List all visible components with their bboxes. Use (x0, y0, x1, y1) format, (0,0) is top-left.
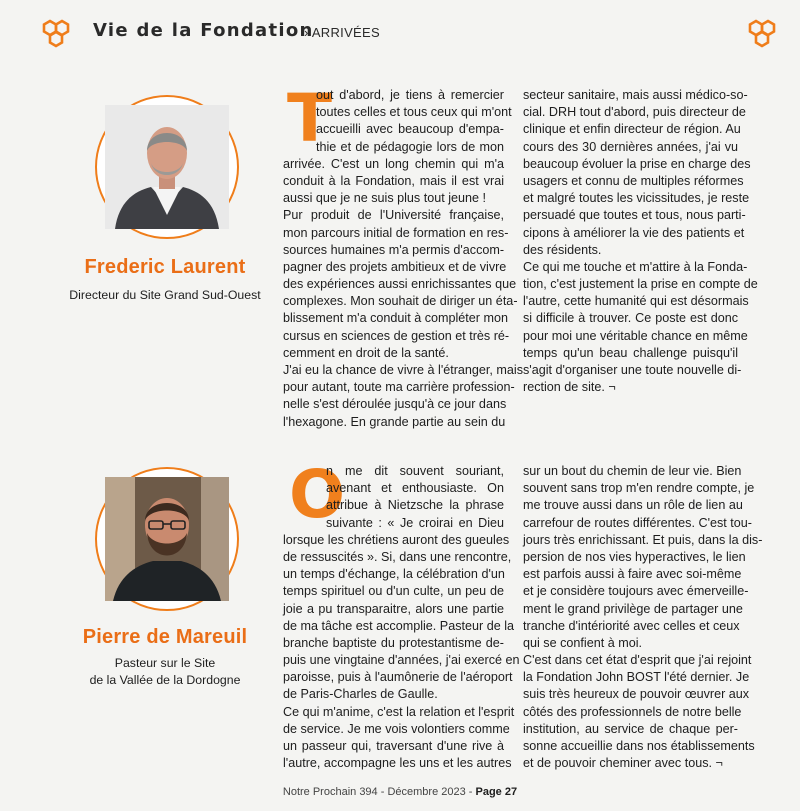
text-line: avenant et enthousiaste. On (326, 481, 504, 496)
text-line: rection de site. ¬ (523, 380, 616, 395)
section-title: Vie de la Fondation (93, 20, 314, 41)
text-line: suis très heureux de pouvoir œuvrer aux (523, 687, 750, 702)
text-line: cemment en droit de la santé. (283, 345, 449, 360)
text-line: toutes celles et tous ceux qui m'ont (316, 105, 512, 120)
person-name: Pierre de Mareuil (82, 626, 248, 648)
text-line: persuadé que toutes et tous, nous parti- (523, 208, 746, 223)
text-line: pagner des projets ambitieux et de vivre (283, 259, 507, 274)
text-line: carrefour de routes différentes. C'est tou- (523, 515, 752, 530)
text-line: blissement m'a conduit à compléter mon (283, 311, 508, 326)
portrait-illustration (105, 105, 229, 229)
text-line: sonne accueillie dans nos établissements (523, 739, 755, 753)
text-line: attribue à Nietzsche la phrase (326, 498, 504, 513)
text-line: temps spirituel ou d'un culte, un peu de (283, 584, 504, 599)
text-line: nelle s'est déroulée jusqu'à ce jour dans (283, 397, 507, 412)
person-role: Directeur du Site Grand Sud-Ouest (69, 288, 261, 302)
honeycomb-logo-icon-right (745, 18, 779, 52)
text-line: est parfois aussi à faire avec soi-même (523, 567, 742, 582)
text-line: arrivée. C'est un long chemin qui m'a (283, 156, 504, 171)
person-role-line1: Pasteur sur le Site (114, 656, 216, 670)
text-line: lorsque les chrétiens auront des gueules (283, 532, 510, 547)
article-column-2 (523, 463, 763, 772)
page-number: Page 27 (475, 786, 518, 798)
text-line: cial. DRH tout d'abord, puis directeur de (523, 105, 746, 120)
text-line: Ce qui m'anime, c'est la relation et l'esprit (283, 704, 515, 719)
text-line: me trouve aussi dans un rôle de lien au (523, 498, 743, 513)
text-line: Ce qui me touche et m'attire à la Fonda- (523, 259, 748, 274)
text-line: tranche d'intériorité avec celles et ceux (523, 618, 740, 633)
footer-text: Notre Prochain 394 - Décembre 2023 - (282, 786, 476, 798)
text-line: sur un bout du chemin de leur vie. Bien (523, 464, 742, 478)
text-line: beaucoup évoluer la prise en charge des (523, 156, 751, 171)
person-name: Frederic Laurent (84, 256, 246, 278)
text-line: branche baptiste du protestantisme de- (283, 635, 504, 650)
drop-cap: O (289, 456, 346, 533)
text-line: de service. Je me vois volontiers comme (283, 721, 510, 736)
text-line: souvent sans trop m'en rendre compte, je (523, 481, 755, 496)
text-line: des expériences aussi enrichissantes que (283, 277, 517, 292)
text-line: clinique et enfin directeur de région. Au (523, 122, 741, 137)
text-line: l'autre, accompagne les uns et les autres (283, 756, 512, 771)
text-line: pour autant, toute ma carrière profession- (283, 380, 515, 395)
text-line: joie a pu transparaitre, alors une partie (283, 601, 504, 616)
text-line: tion, c'est justement la prise en compte de (523, 277, 758, 292)
text-line: complexes. Mon souhait de diriger un éta- (283, 294, 518, 309)
section-subtitle: › ARRIVÉES (304, 25, 380, 40)
text-line: thie et de pédagogie lors de mon (316, 139, 504, 154)
text-line: et malgré toutes les vicissitudes, je reste (523, 191, 750, 206)
text-line: sources humaines m'a permis d'accom- (283, 242, 505, 257)
text-line: de ma tâche est accomplie. Pasteur de la (283, 618, 515, 633)
text-line: si difficile à trouver. Ce poste est donc (523, 311, 738, 326)
page-footer (0, 786, 800, 798)
text-line: puis une vingtaine d'années, j'ai exercé en (283, 653, 520, 668)
text-line: cours des 30 dernières années, j'ai vu (523, 139, 738, 154)
text-line: cipons à améliorer la vie des patients et (523, 225, 745, 240)
text-line: de Paris-Charles de Gaulle. (283, 687, 438, 702)
text-line: temps qu'un beau challenge puisqu'il (523, 345, 738, 360)
portrait-frederic-laurent (95, 95, 239, 239)
text-line: institution, au service de chaque per- (523, 721, 738, 736)
text-line: cursus en sciences de gestion et très ré- (283, 328, 510, 343)
text-line: la Fondation John BOST l'été dernier. Je (523, 670, 750, 685)
text-line: qui se confient à moi. (523, 635, 643, 650)
text-line: et de pouvoir cheminer avec tous. ¬ (523, 756, 723, 771)
text-line: s'agit d'organiser une toute nouvelle di- (523, 363, 742, 377)
portrait-pierre-de-mareuil (95, 467, 239, 611)
portrait-illustration (105, 477, 229, 601)
text-line: côtés des professionnels de notre belle (523, 704, 742, 719)
text-line: J'ai eu la chance de vivre à l'étranger, mais (283, 363, 524, 377)
text-line: des résidents. (523, 242, 602, 257)
text-line: suivante : « Je croirai en Dieu (326, 515, 504, 530)
text-line: ment le grand privilège de partager une (523, 601, 743, 616)
text-line: jours très enrichissant. Et puis, dans la dis- (523, 532, 763, 547)
article-column-1 (283, 456, 520, 772)
drop-cap: T (287, 80, 333, 157)
text-line: aussi que je ne suis plus tout jeune ! (283, 191, 487, 206)
text-line: un passeur qui, traversant d'une rive à (283, 739, 504, 753)
text-line: n me dit souvent souriant, (326, 464, 504, 478)
text-line: de ressuscités ». Si, dans une rencontre, (283, 549, 512, 564)
text-line: Pur produit de l'Université française, (283, 208, 504, 223)
text-line: un temps d'échange, la célébration d'un (283, 567, 505, 582)
article-column-2 (523, 87, 758, 396)
text-line: C'est dans cet état d'esprit que j'ai rejoint (523, 653, 752, 668)
text-line: mon parcours initial de formation en res- (283, 225, 509, 240)
text-line: paroisse, puis à l'aumônerie de l'aéroport (283, 670, 513, 685)
honeycomb-logo-icon (39, 18, 73, 52)
text-line: accueilli avec beaucoup d'empa- (316, 122, 504, 137)
text-line: persion de nos vies hyperactives, le lien (523, 549, 746, 564)
text-line: out d'abord, je tiens à remercier (316, 88, 504, 102)
text-line: secteur sanitaire, mais aussi médico-so- (523, 88, 748, 102)
text-line: et je considère toujours avec émerveille- (523, 584, 749, 599)
article-column-1 (283, 80, 524, 431)
text-line: l'hexagone. En grande partie au sein du (283, 414, 506, 429)
text-line: conduit à la Fondation, mais il est vrai (283, 173, 504, 188)
text-line: pour moi une véritable chance en même (523, 328, 748, 343)
text-line: l'autre, cette humanité qui est désormais (523, 294, 749, 309)
person-role-line2: de la Vallée de la Dordogne (89, 673, 241, 687)
text-line: usagers et connu de multiples réformes (523, 173, 744, 188)
